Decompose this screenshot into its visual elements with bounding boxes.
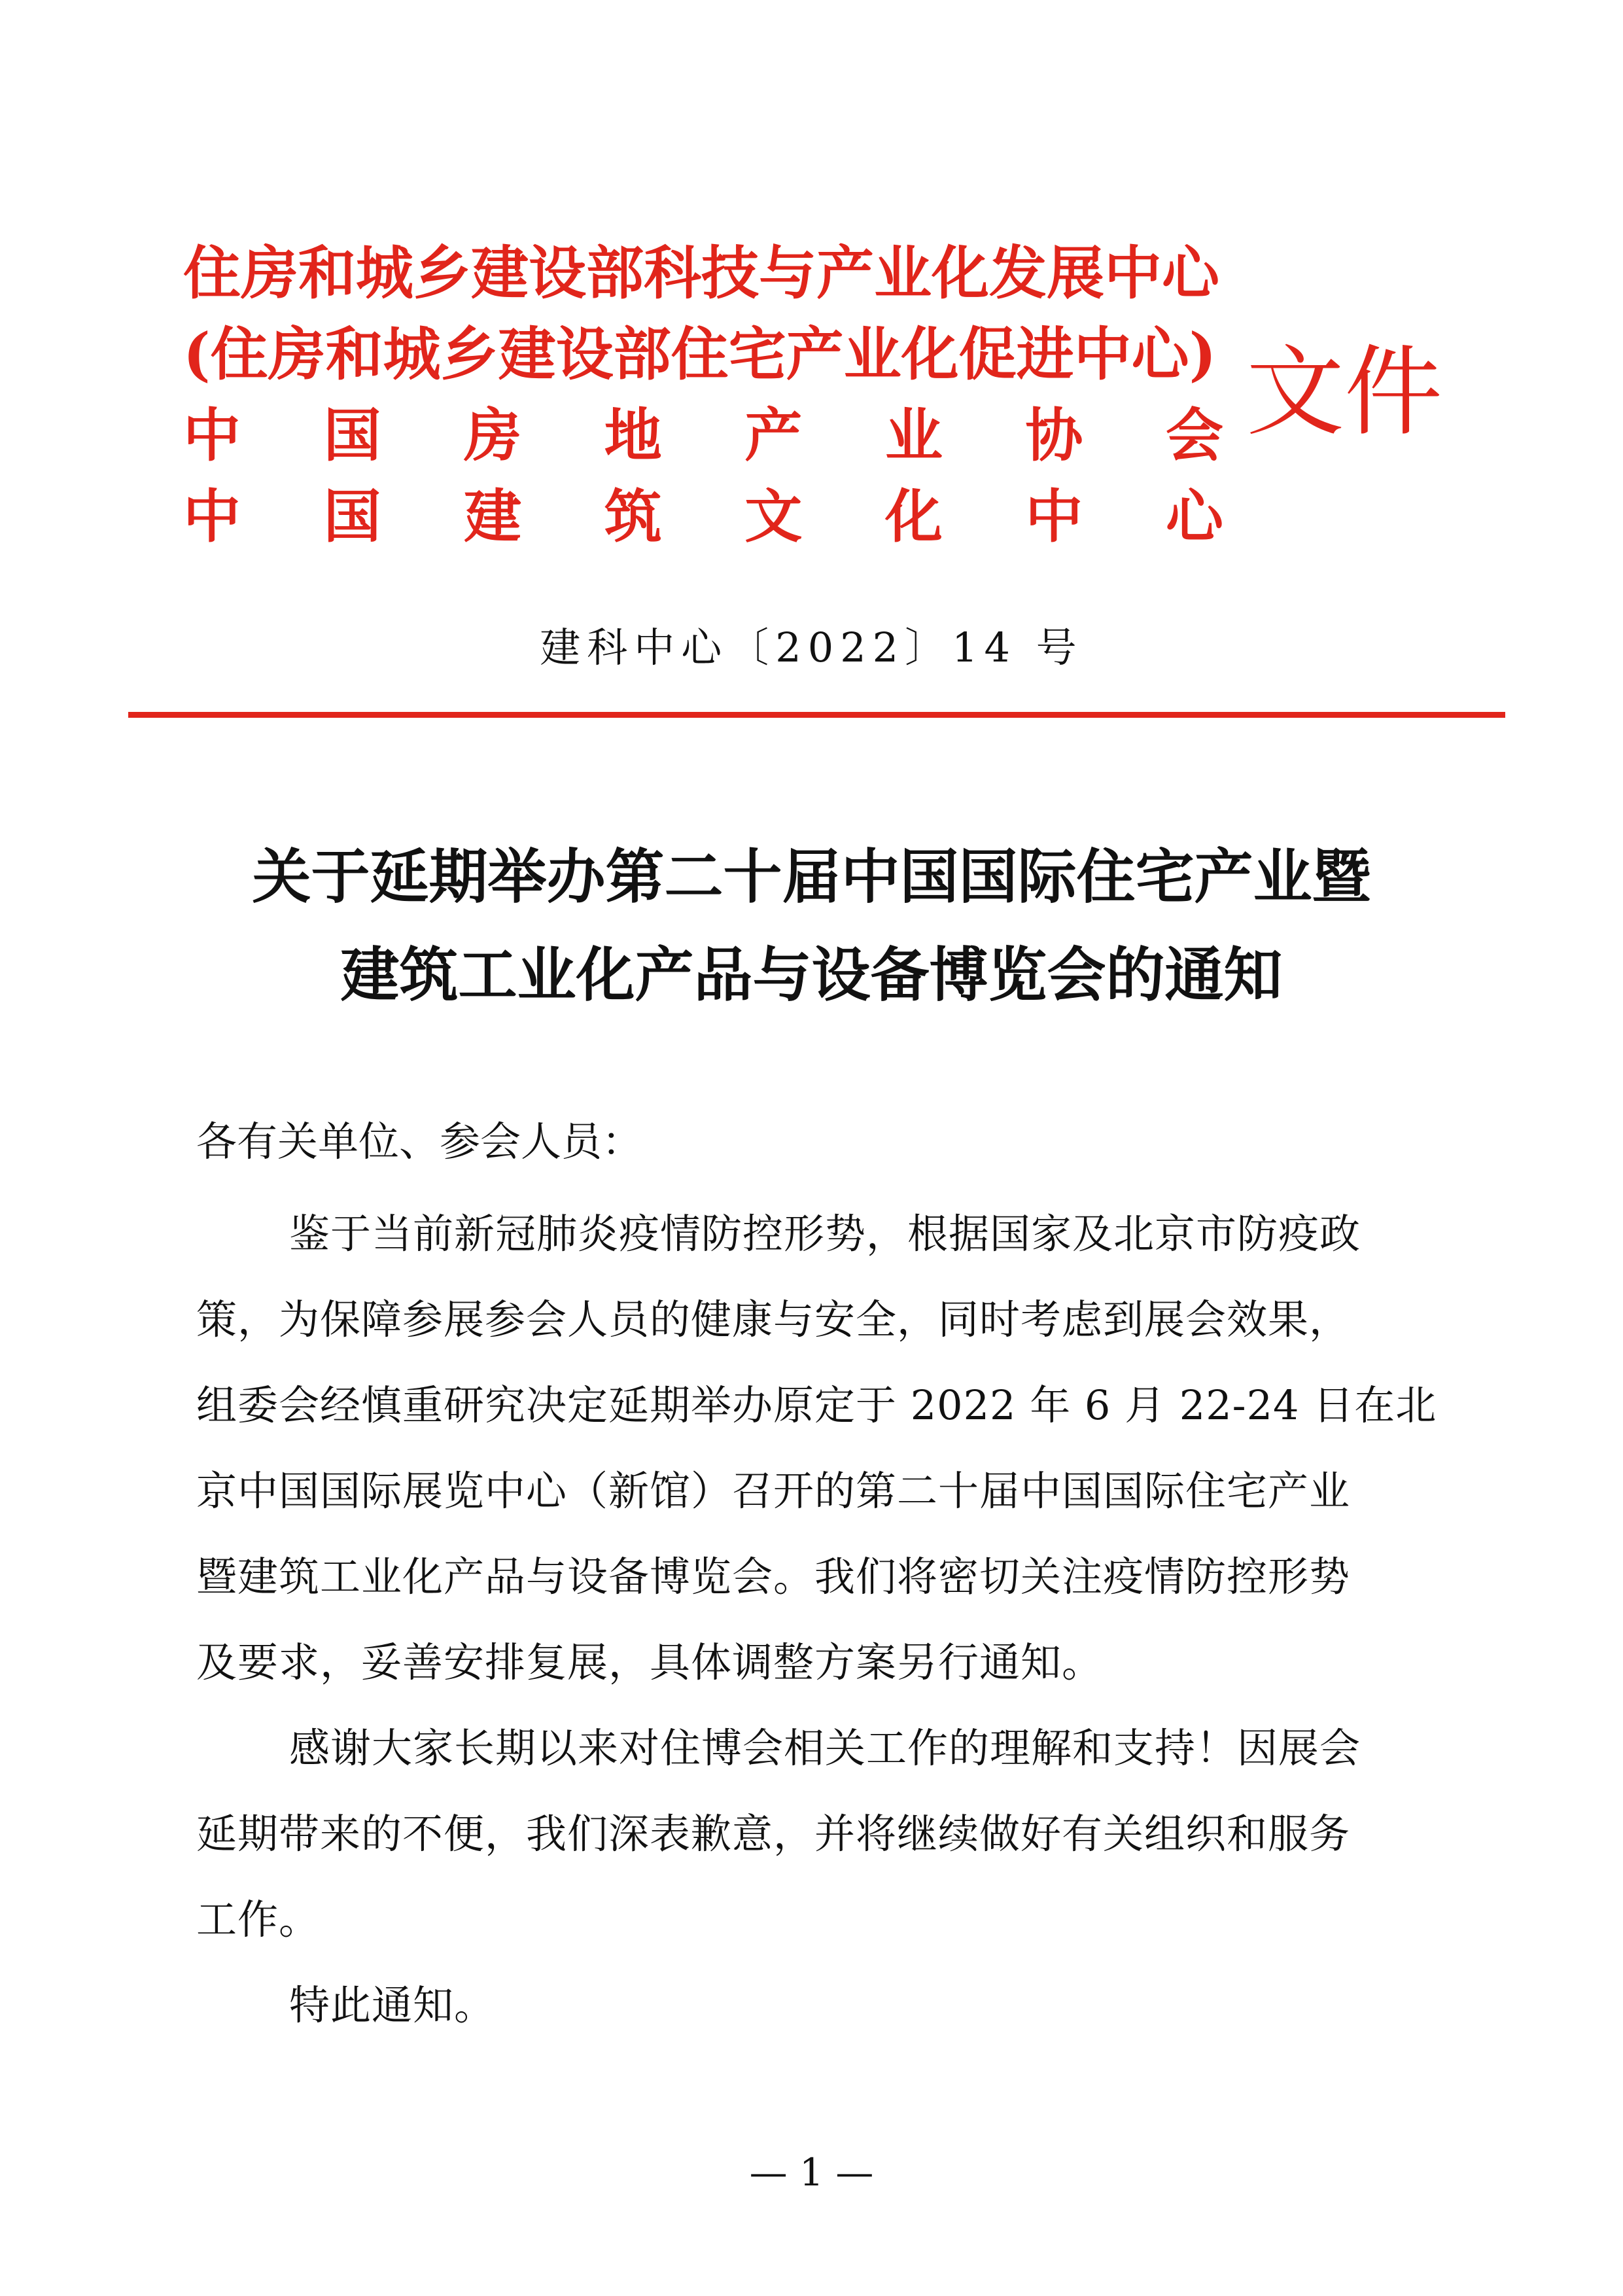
issuer-line-4-char: 中 [1025,482,1083,550]
body-line: 鉴于当前新冠肺炎疫情防控形势，根据国家及北京市防疫政 [289,1210,1361,1258]
issuer-line-3-char: 产 [744,401,803,469]
issuer-line-1: 住房和城乡建设部科技与产业化发展中心 [183,239,1220,307]
title-line-2: 建筑工业化产品与设备博览会的通知 [340,940,1283,1010]
issuer-line-3-char: 会 [1165,401,1223,469]
document-body [196,1191,1439,2048]
body-line: 感谢大家长期以来对住博会相关工作的理解和支持！因展会 [289,1724,1361,1772]
issuer-line-3-char: 业 [884,401,943,469]
issuer-line-3-char: 国 [323,401,381,469]
body-line: 及要求，妥善安排复展，具体调整方案另行通知。 [196,1638,1104,1686]
issuer-line-4-char: 化 [884,482,943,550]
salutation: 各有关单位、参会人员： [196,1118,643,1165]
issuer-line-3-char: 中 [183,401,241,469]
issuer-line-3-char: 房 [464,401,522,469]
issuer-header [183,232,1223,557]
body-line: 工作。 [196,1896,321,1943]
document-number: 建科中心〔2022〕14 号 [540,624,1083,671]
issuer-line-4 [183,476,1223,557]
issuer-line-4-char: 国 [323,482,381,550]
red-divider [128,712,1505,718]
issuer-line-4-char: 心 [1165,482,1223,550]
body-line: 策，为保障参展参会人员的健康与安全，同时考虑到展会效果， [196,1296,1351,1343]
page-number: — 1 — [749,2150,874,2195]
title-line-1: 关于延期举办第二十届中国国际住宅产业暨 [252,842,1371,911]
body-line: 暨建筑工业化产品与设备博览会。我们将密切关注疫情防控形势 [196,1553,1351,1600]
issuer-line-4-char: 中 [183,482,241,550]
issuer-line-4-char: 文 [744,482,803,550]
issuer-line-4-char: 筑 [604,482,662,550]
issuer-line-3-char: 协 [1025,401,1083,469]
closing-line: 特此通知。 [289,1981,496,2029]
body-line: 组委会经慎重研究决定延期举办原定于 2022 年 6 月 22-24 日在北 [196,1381,1437,1429]
issuer-line-3 [183,395,1223,476]
body-line: 京中国国际展览中心（新馆）召开的第二十届中国国际住宅产业 [196,1467,1351,1515]
body-line: 延期带来的不便，我们深表歉意，并将继续做好有关组织和服务 [196,1810,1351,1858]
issuer-line-4-char: 建 [464,482,522,550]
document-type-label: 文件 [1246,336,1443,450]
issuer-line-2: (住房和城乡建设部住宅产业化促进中心) [183,320,1217,388]
document-title [0,828,1623,1024]
issuer-line-3-char: 地 [604,401,662,469]
